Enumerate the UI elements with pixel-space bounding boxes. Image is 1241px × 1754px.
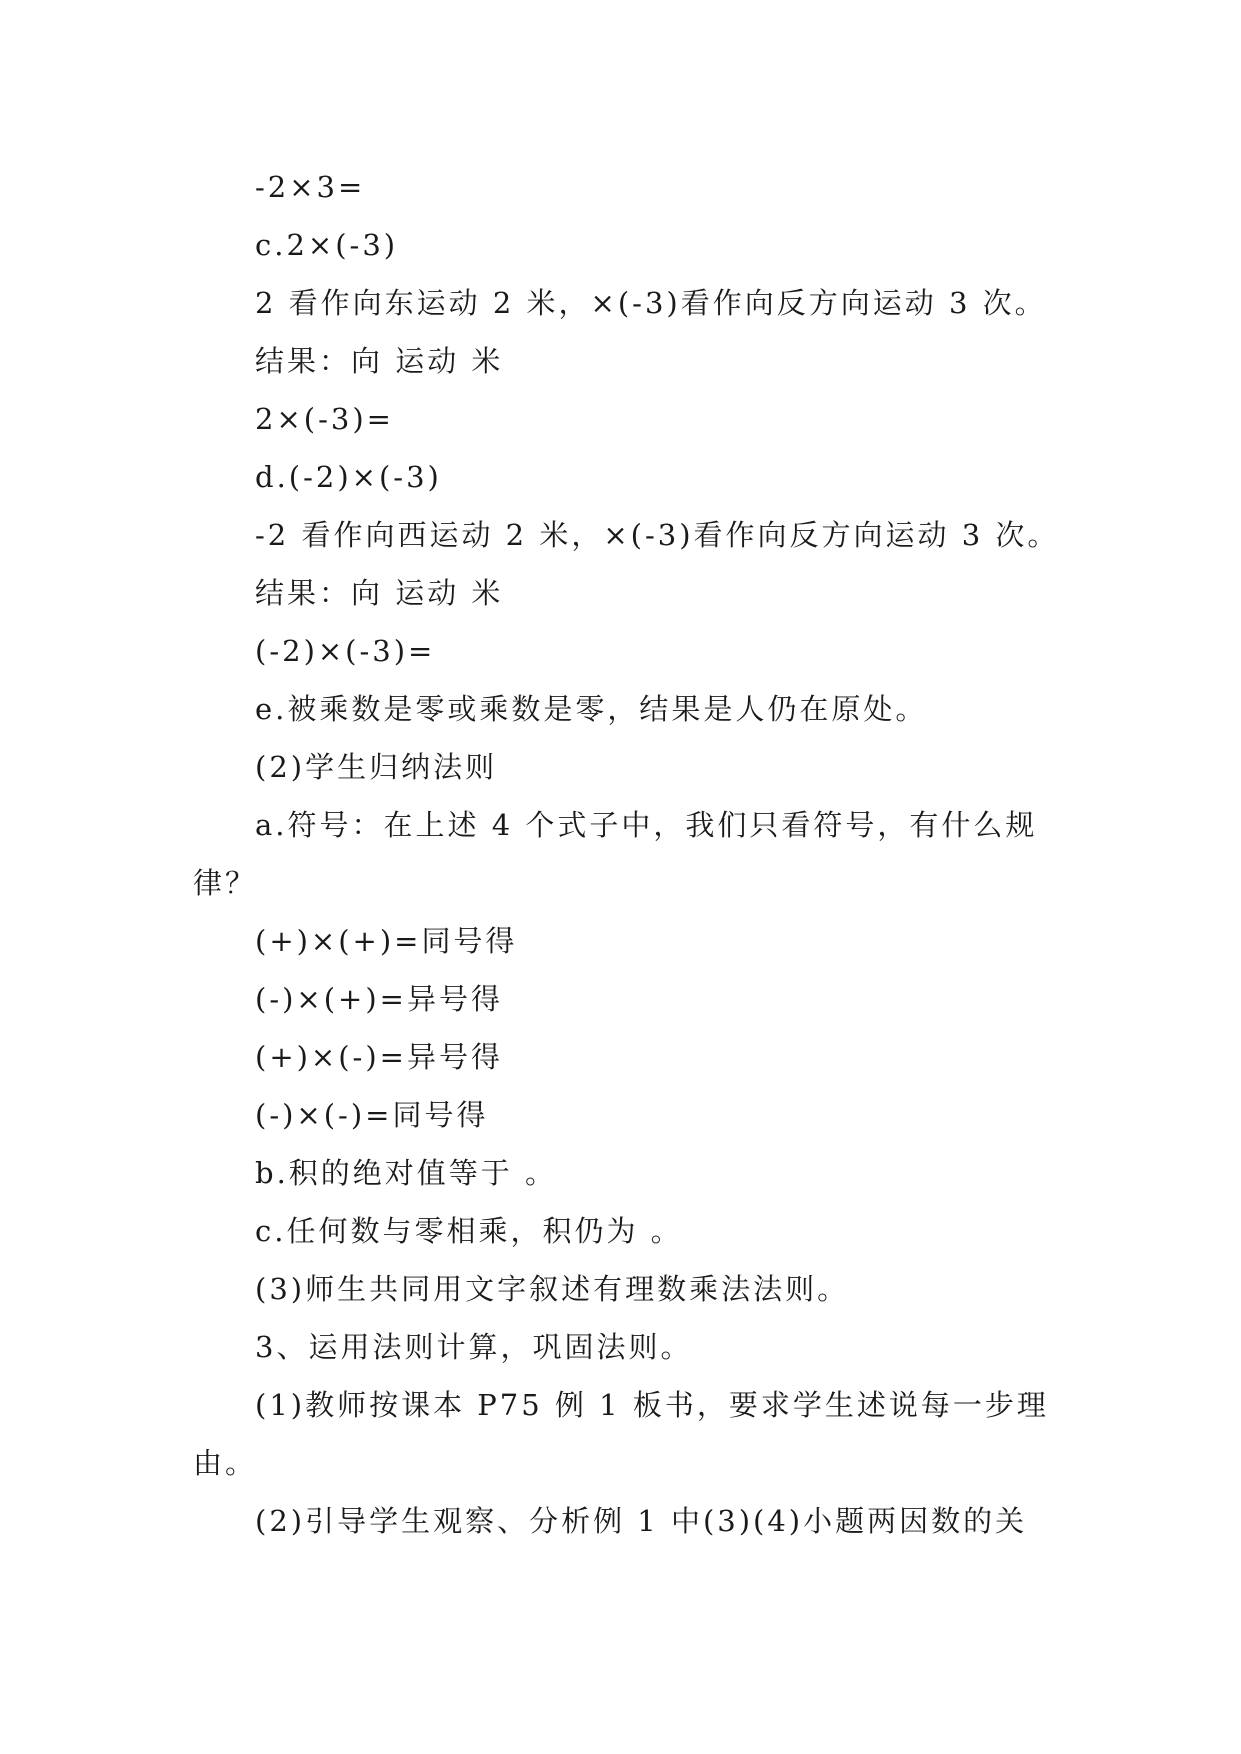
text-line: c.任何数与零相乘，积仍为 。 xyxy=(255,1214,683,1248)
text-line: 3、运用法则计算，巩固法则。 xyxy=(255,1330,693,1364)
text-line: -2 看作向西运动 2 米，×(-3)看作向反方向运动 3 次。 xyxy=(255,518,1060,552)
text-line: (2)引导学生观察、分析例 1 中(3)(4)小题两因数的关 xyxy=(255,1504,1028,1538)
text-line: c.2×(-3) xyxy=(255,228,399,262)
text-line: (3)师生共同用文字叙述有理数乘法法则。 xyxy=(255,1272,850,1306)
text-line: (1)教师按课本 P75 例 1 板书，要求学生述说每一步理 xyxy=(255,1388,1049,1422)
text-line: (+)×(-)=异号得 xyxy=(255,1040,503,1074)
text-line: 结果：向 运动 米 xyxy=(255,344,504,378)
text-line: (-2)×(-3)= xyxy=(255,634,436,668)
text-line: -2×3= xyxy=(255,170,366,204)
text-line: (2)学生归纳法则 xyxy=(255,750,498,784)
text-line: a.符号：在上述 4 个式子中，我们只看符号，有什么规 xyxy=(255,808,1038,842)
text-line: 由。 xyxy=(193,1446,258,1480)
text-line: d.(-2)×(-3) xyxy=(255,460,442,494)
text-line: b.积的绝对值等于 。 xyxy=(255,1156,558,1190)
text-line: (-)×(+)=异号得 xyxy=(255,982,503,1016)
text-line: 2 看作向东运动 2 米，×(-3)看作向反方向运动 3 次。 xyxy=(255,286,1047,320)
text-line: 2×(-3)= xyxy=(255,402,394,436)
text-line: (-)×(-)=同号得 xyxy=(255,1098,489,1132)
text-line: 律？ xyxy=(193,866,258,900)
text-line: 结果：向 运动 米 xyxy=(255,576,504,610)
text-line: (+)×(+)=同号得 xyxy=(255,924,518,958)
text-line: e.被乘数是零或乘数是零，结果是人仍在原处。 xyxy=(255,692,928,726)
